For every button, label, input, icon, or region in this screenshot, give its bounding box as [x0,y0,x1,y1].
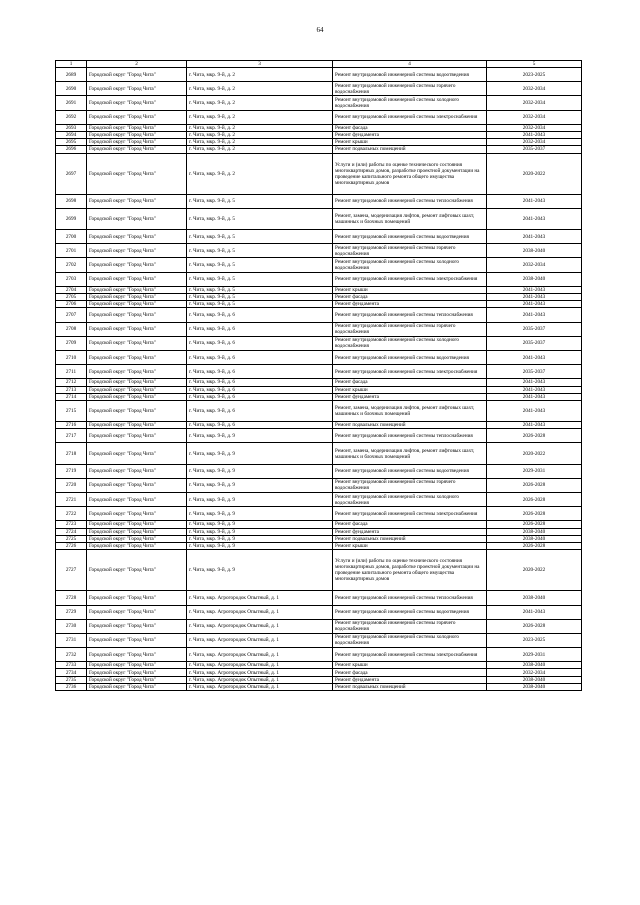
period-cell: 2041-2043 [487,308,582,322]
organization-cell: Городской округ "Город Чита" [87,542,187,549]
work-type-cell: Ремонт внутридомовой инженерной системы водоотведения [333,230,487,244]
period-cell: 2041-2043 [487,294,582,301]
organization-cell: Городской округ "Город Чита" [87,528,187,535]
column-number: 4 [333,61,487,68]
organization-cell: Городской округ "Город Чита" [87,386,187,393]
organization-cell: Городской округ "Город Чита" [87,272,187,286]
column-number: 2 [87,61,187,68]
address-cell: г. Чита, мкр. 9-й, д. 5 [187,286,333,293]
table-row [56,194,582,208]
organization-cell: Городской округ "Город Чита" [87,683,187,690]
period-cell: 2026-2028 [487,619,582,633]
table-row [56,393,582,400]
table-row [56,244,582,258]
address-cell: г. Чита, мкр. 9-й, д. 6 [187,365,333,379]
period-cell: 2026-2028 [487,493,582,507]
address-cell: г. Чита, мкр. 9-й, д. 6 [187,322,333,336]
address-cell: г. Чита, мкр. 9-й, д. 6 [187,400,333,421]
address-cell: г. Чита, мкр. 9-й, д. 9 [187,535,333,542]
work-type-cell: Ремонт фундамента [333,301,487,308]
period-cell: 2038-2040 [487,683,582,690]
row-number-cell: 2717 [56,429,87,443]
table-row [56,400,582,421]
row-number-cell: 2691 [56,96,87,110]
organization-cell: Городской округ "Город Чита" [87,507,187,521]
row-number-cell: 2692 [56,110,87,124]
address-cell: г. Чита, мкр. 9-й, д. 9 [187,493,333,507]
table-row [56,230,582,244]
column-number-row [56,61,582,68]
row-number-cell: 2690 [56,82,87,96]
organization-cell: Городской округ "Город Чита" [87,208,187,229]
work-type-cell: Ремонт, замена, модернизация лифтов, ремонт лифтовых шахт, машинных и блочных помещений [333,443,487,464]
row-number-cell: 2726 [56,542,87,549]
organization-cell: Городской округ "Город Чита" [87,400,187,421]
row-number-cell: 2714 [56,393,87,400]
address-cell: г. Чита, мкр. 9-й, д. 6 [187,386,333,393]
table-row [56,336,582,350]
work-type-cell: Ремонт фундамента [333,528,487,535]
row-number-cell: 2721 [56,493,87,507]
row-number-cell: 2703 [56,272,87,286]
period-cell: 2029-2031 [487,648,582,662]
organization-cell: Городской округ "Город Чита" [87,322,187,336]
address-cell: г. Чита, мкр. Агрогородок Опытный, д. 1 [187,662,333,669]
row-number-cell: 2736 [56,683,87,690]
organization-cell: Городской округ "Город Чита" [87,535,187,542]
work-type-cell: Ремонт внутридомовой инженерной системы холодного водоснабжения [333,493,487,507]
row-number-cell: 2727 [56,550,87,591]
period-cell: 2038-2040 [487,528,582,535]
period-cell: 2038-2040 [487,676,582,683]
organization-cell: Городской округ "Город Чита" [87,68,187,82]
period-cell: 2041-2043 [487,400,582,421]
table-row [56,146,582,153]
work-type-cell: Ремонт внутридомовой инженерной системы горячего водоснабжения [333,82,487,96]
period-cell: 2032-2034 [487,82,582,96]
period-cell: 2041-2043 [487,230,582,244]
address-cell: г. Чита, мкр. 9-й, д. 2 [187,146,333,153]
period-cell: 2041-2043 [487,131,582,138]
period-cell: 2041-2043 [487,208,582,229]
work-type-cell: Ремонт крыши [333,386,487,393]
row-number-cell: 2724 [56,528,87,535]
repair-schedule-table [55,60,582,691]
table-row [56,443,582,464]
work-type-cell: Ремонт внутридомовой инженерной системы холодного водоснабжения [333,96,487,110]
work-type-cell: Ремонт внутридомовой инженерной системы электроснабжения [333,507,487,521]
work-type-cell: Услуги и (или) работы по оценке технического состояния многоквартирных домов, разработке проектной документации на проведение капитального ремонта общего имущества многоквартирных домов [333,550,487,591]
work-type-cell: Ремонт крыши [333,662,487,669]
period-cell: 2023-2025 [487,633,582,647]
work-type-cell: Ремонт фасада [333,379,487,386]
organization-cell: Городской округ "Город Чита" [87,308,187,322]
period-cell: 2041-2043 [487,605,582,619]
row-number-cell: 2718 [56,443,87,464]
organization-cell: Городской округ "Город Чита" [87,493,187,507]
row-number-cell: 2708 [56,322,87,336]
row-number-cell: 2729 [56,605,87,619]
address-cell: г. Чита, мкр. 9-й, д. 9 [187,478,333,492]
row-number-cell: 2705 [56,294,87,301]
table-row [56,386,582,393]
row-number-cell: 2704 [56,286,87,293]
work-type-cell: Ремонт подвальных помещений [333,422,487,429]
work-type-cell: Ремонт внутридомовой инженерной системы электроснабжения [333,110,487,124]
organization-cell: Городской округ "Город Чита" [87,443,187,464]
period-cell: 2041-2043 [487,194,582,208]
row-number-cell: 2720 [56,478,87,492]
organization-cell: Городской округ "Город Чита" [87,393,187,400]
table-row [56,422,582,429]
organization-cell: Городской округ "Город Чита" [87,139,187,146]
organization-cell: Городской округ "Город Чита" [87,230,187,244]
period-cell: 2026-2028 [487,478,582,492]
table-row [56,272,582,286]
column-number: 1 [56,61,87,68]
row-number-cell: 2709 [56,336,87,350]
work-type-cell: Ремонт фундамента [333,676,487,683]
table-row [56,464,582,478]
address-cell: г. Чита, мкр. 9-й, д. 9 [187,429,333,443]
address-cell: г. Чита, мкр. 9-й, д. 5 [187,208,333,229]
row-number-cell: 2731 [56,633,87,647]
work-type-cell: Ремонт внутридомовой инженерной системы водоотведения [333,605,487,619]
address-cell: г. Чита, мкр. 9-й, д. 2 [187,68,333,82]
row-number-cell: 2732 [56,648,87,662]
organization-cell: Городской округ "Город Чита" [87,336,187,350]
address-cell: г. Чита, мкр. 9-й, д. 2 [187,139,333,146]
work-type-cell: Ремонт подвальных помещений [333,146,487,153]
row-number-cell: 2693 [56,124,87,131]
organization-cell: Городской округ "Город Чита" [87,244,187,258]
work-type-cell: Ремонт фасада [333,669,487,676]
work-type-cell: Ремонт внутридомовой инженерной системы водоотведения [333,464,487,478]
period-cell: 2026-2028 [487,429,582,443]
row-number-cell: 2698 [56,194,87,208]
table-row [56,648,582,662]
work-type-cell: Ремонт внутридомовой инженерной системы горячего водоснабжения [333,244,487,258]
work-type-cell: Ремонт внутридомовой инженерной системы водоотведения [333,350,487,364]
period-cell: 2020-2022 [487,153,582,194]
row-number-cell: 2689 [56,68,87,82]
column-number: 3 [187,61,333,68]
table-row [56,308,582,322]
address-cell: г. Чита, мкр. 9-й, д. 9 [187,464,333,478]
table-row [56,683,582,690]
table-row [56,535,582,542]
organization-cell: Городской округ "Город Чита" [87,350,187,364]
address-cell: г. Чита, мкр. 9-й, д. 5 [187,194,333,208]
work-type-cell: Услуги и (или) работы по оценке технического состояния многоквартирных домов, разработке проектной документации на проведение капитального ремонта общего имущества многоквартирных домов [333,153,487,194]
address-cell: г. Чита, мкр. 9-й, д. 9 [187,550,333,591]
period-cell: 2029-2031 [487,464,582,478]
table-row [56,429,582,443]
row-number-cell: 2697 [56,153,87,194]
table-row [56,591,582,605]
table-row [56,493,582,507]
organization-cell: Городской округ "Город Чита" [87,82,187,96]
organization-cell: Городской округ "Город Чита" [87,194,187,208]
work-type-cell: Ремонт крыши [333,286,487,293]
organization-cell: Городской округ "Город Чита" [87,301,187,308]
work-type-cell: Ремонт внутридомовой инженерной системы холодного водоснабжения [333,258,487,272]
work-type-cell: Ремонт фасада [333,521,487,528]
table-row [56,528,582,535]
work-type-cell: Ремонт фасада [333,124,487,131]
period-cell: 2038-2040 [487,272,582,286]
work-type-cell: Ремонт подвальных помещений [333,683,487,690]
table-row [56,478,582,492]
address-cell: г. Чита, мкр. Агрогородок Опытный, д. 1 [187,605,333,619]
work-type-cell: Ремонт внутридомовой инженерной системы холодного водоснабжения [333,336,487,350]
row-number-cell: 2728 [56,591,87,605]
row-number-cell: 2735 [56,676,87,683]
row-number-cell: 2702 [56,258,87,272]
work-type-cell: Ремонт крыши [333,139,487,146]
table-row [56,676,582,683]
address-cell: г. Чита, мкр. Агрогородок Опытный, д. 1 [187,633,333,647]
table-row [56,350,582,364]
address-cell: г. Чита, мкр. 9-й, д. 6 [187,393,333,400]
row-number-cell: 2710 [56,350,87,364]
address-cell: г. Чита, мкр. 9-й, д. 5 [187,230,333,244]
period-cell: 2038-2040 [487,244,582,258]
row-number-cell: 2696 [56,146,87,153]
address-cell: г. Чита, мкр. Агрогородок Опытный, д. 1 [187,669,333,676]
table-row [56,301,582,308]
work-type-cell: Ремонт фундамента [333,393,487,400]
period-cell: 2041-2043 [487,393,582,400]
address-cell: г. Чита, мкр. 9-й, д. 2 [187,82,333,96]
address-cell: г. Чита, мкр. 9-й, д. 5 [187,301,333,308]
work-type-cell: Ремонт внутридомовой инженерной системы горячего водоснабжения [333,619,487,633]
table-row [56,82,582,96]
work-type-cell: Ремонт внутридомовой инженерной системы водоотведения [333,68,487,82]
row-number-cell: 2725 [56,535,87,542]
organization-cell: Городской округ "Город Чита" [87,605,187,619]
column-number: 5 [487,61,582,68]
period-cell: 2035-2037 [487,336,582,350]
organization-cell: Городской округ "Город Чита" [87,478,187,492]
address-cell: г. Чита, мкр. 9-й, д. 2 [187,110,333,124]
period-cell: 2038-2040 [487,591,582,605]
address-cell: г. Чита, мкр. Агрогородок Опытный, д. 1 [187,591,333,605]
organization-cell: Городской округ "Город Чита" [87,258,187,272]
address-cell: г. Чита, мкр. 9-й, д. 6 [187,379,333,386]
row-number-cell: 2712 [56,379,87,386]
period-cell: 2032-2034 [487,258,582,272]
address-cell: г. Чита, мкр. 9-й, д. 5 [187,272,333,286]
row-number-cell: 2713 [56,386,87,393]
table-row [56,619,582,633]
organization-cell: Городской округ "Город Чита" [87,550,187,591]
period-cell: 2020-2022 [487,550,582,591]
organization-cell: Городской округ "Город Чита" [87,676,187,683]
work-type-cell: Ремонт фасада [333,294,487,301]
row-number-cell: 2707 [56,308,87,322]
period-cell: 2038-2040 [487,535,582,542]
period-cell: 2032-2034 [487,669,582,676]
row-number-cell: 2722 [56,507,87,521]
address-cell: г. Чита, мкр. 9-й, д. 2 [187,131,333,138]
work-type-cell: Ремонт внутридомовой инженерной системы электроснабжения [333,365,487,379]
period-cell: 2041-2043 [487,422,582,429]
table-row [56,294,582,301]
organization-cell: Городской округ "Город Чита" [87,521,187,528]
table-row [56,521,582,528]
table-row [56,365,582,379]
period-cell: 2032-2034 [487,110,582,124]
row-number-cell: 2719 [56,464,87,478]
work-type-cell: Ремонт внутридомовой инженерной системы горячего водоснабжения [333,478,487,492]
organization-cell: Городской округ "Город Чита" [87,96,187,110]
period-cell: 2041-2043 [487,286,582,293]
address-cell: г. Чита, мкр. 9-й, д. 6 [187,422,333,429]
period-cell: 2020-2022 [487,443,582,464]
period-cell: 2041-2043 [487,301,582,308]
address-cell: г. Чита, мкр. 9-й, д. 5 [187,294,333,301]
table-row [56,379,582,386]
period-cell: 2035-2037 [487,365,582,379]
work-type-cell: Ремонт крыши [333,542,487,549]
row-number-cell: 2715 [56,400,87,421]
work-type-cell: Ремонт внутридомовой инженерной системы холодного водоснабжения [333,633,487,647]
work-type-cell: Ремонт внутридомовой инженерной системы теплоснабжения [333,194,487,208]
work-type-cell: Ремонт, замена, модернизация лифтов, ремонт лифтовых шахт, машинных и блочных помещений [333,208,487,229]
work-type-cell: Ремонт внутридомовой инженерной системы электроснабжения [333,272,487,286]
row-number-cell: 2694 [56,131,87,138]
row-number-cell: 2716 [56,422,87,429]
row-number-cell: 2699 [56,208,87,229]
address-cell: г. Чита, мкр. 9-й, д. 6 [187,308,333,322]
period-cell: 2026-2028 [487,542,582,549]
organization-cell: Городской округ "Город Чита" [87,591,187,605]
row-number-cell: 2701 [56,244,87,258]
table-row [56,322,582,336]
organization-cell: Городской округ "Город Чита" [87,365,187,379]
organization-cell: Городской округ "Город Чита" [87,429,187,443]
row-number-cell: 2711 [56,365,87,379]
organization-cell: Городской округ "Город Чита" [87,124,187,131]
period-cell: 2026-2028 [487,521,582,528]
organization-cell: Городской округ "Город Чита" [87,294,187,301]
table-row [56,550,582,591]
address-cell: г. Чита, мкр. Агрогородок Опытный, д. 1 [187,648,333,662]
table-row [56,139,582,146]
organization-cell: Городской округ "Город Чита" [87,648,187,662]
work-type-cell: Ремонт внутридомовой инженерной системы теплоснабжения [333,308,487,322]
address-cell: г. Чита, мкр. 9-й, д. 6 [187,336,333,350]
address-cell: г. Чита, мкр. 9-й, д. 5 [187,244,333,258]
table-row [56,286,582,293]
table-row [56,96,582,110]
period-cell: 2035-2037 [487,146,582,153]
work-type-cell: Ремонт внутридомовой инженерной системы горячего водоснабжения [333,322,487,336]
address-cell: г. Чита, мкр. 9-й, д. 9 [187,443,333,464]
organization-cell: Городской округ "Город Чита" [87,153,187,194]
address-cell: г. Чита, мкр. 9-й, д. 2 [187,153,333,194]
table-row [56,669,582,676]
organization-cell: Городской округ "Город Чита" [87,464,187,478]
row-number-cell: 2723 [56,521,87,528]
table-row [56,110,582,124]
table-row [56,662,582,669]
period-cell: 2038-2040 [487,662,582,669]
work-type-cell: Ремонт, замена, модернизация лифтов, ремонт лифтовых шахт, машинных и блочных помещений [333,400,487,421]
organization-cell: Городской округ "Город Чита" [87,131,187,138]
table-row [56,507,582,521]
organization-cell: Городской округ "Город Чита" [87,379,187,386]
period-cell: 2032-2034 [487,139,582,146]
period-cell: 2041-2043 [487,379,582,386]
row-number-cell: 2733 [56,662,87,669]
address-cell: г. Чита, мкр. Агрогородок Опытный, д. 1 [187,676,333,683]
organization-cell: Городской округ "Город Чита" [87,422,187,429]
work-type-cell: Ремонт фундамента [333,131,487,138]
table-row [56,153,582,194]
row-number-cell: 2734 [56,669,87,676]
period-cell: 2032-2034 [487,96,582,110]
address-cell: г. Чита, мкр. Агрогородок Опытный, д. 1 [187,683,333,690]
table-row [56,208,582,229]
table-row [56,542,582,549]
organization-cell: Городской округ "Город Чита" [87,619,187,633]
row-number-cell: 2695 [56,139,87,146]
address-cell: г. Чита, мкр. 9-й, д. 9 [187,507,333,521]
table-row [56,68,582,82]
address-cell: г. Чита, мкр. 9-й, д. 5 [187,258,333,272]
address-cell: г. Чита, мкр. 9-й, д. 2 [187,96,333,110]
organization-cell: Городской округ "Город Чита" [87,669,187,676]
period-cell: 2035-2037 [487,322,582,336]
page-number: 64 [316,26,324,34]
organization-cell: Городской округ "Город Чита" [87,110,187,124]
table-row [56,258,582,272]
period-cell: 2026-2028 [487,507,582,521]
period-cell: 2032-2034 [487,124,582,131]
organization-cell: Городской округ "Город Чита" [87,286,187,293]
address-cell: г. Чита, мкр. Агрогородок Опытный, д. 1 [187,619,333,633]
organization-cell: Городской округ "Город Чита" [87,146,187,153]
address-cell: г. Чита, мкр. 9-й, д. 6 [187,350,333,364]
table-row [56,605,582,619]
address-cell: г. Чита, мкр. 9-й, д. 9 [187,542,333,549]
table-row [56,124,582,131]
row-number-cell: 2706 [56,301,87,308]
row-number-cell: 2700 [56,230,87,244]
work-type-cell: Ремонт внутридомовой инженерной системы теплоснабжения [333,591,487,605]
period-cell: 2041-2043 [487,386,582,393]
work-type-cell: Ремонт внутридомовой инженерной системы теплоснабжения [333,429,487,443]
period-cell: 2023-2025 [487,68,582,82]
period-cell: 2041-2043 [487,350,582,364]
organization-cell: Городской округ "Город Чита" [87,633,187,647]
table-row [56,633,582,647]
work-type-cell: Ремонт подвальных помещений [333,535,487,542]
row-number-cell: 2730 [56,619,87,633]
address-cell: г. Чита, мкр. 9-й, д. 9 [187,521,333,528]
table-row [56,131,582,138]
address-cell: г. Чита, мкр. 9-й, д. 2 [187,124,333,131]
address-cell: г. Чита, мкр. 9-й, д. 9 [187,528,333,535]
organization-cell: Городской округ "Город Чита" [87,662,187,669]
work-type-cell: Ремонт внутридомовой инженерной системы электроснабжения [333,648,487,662]
